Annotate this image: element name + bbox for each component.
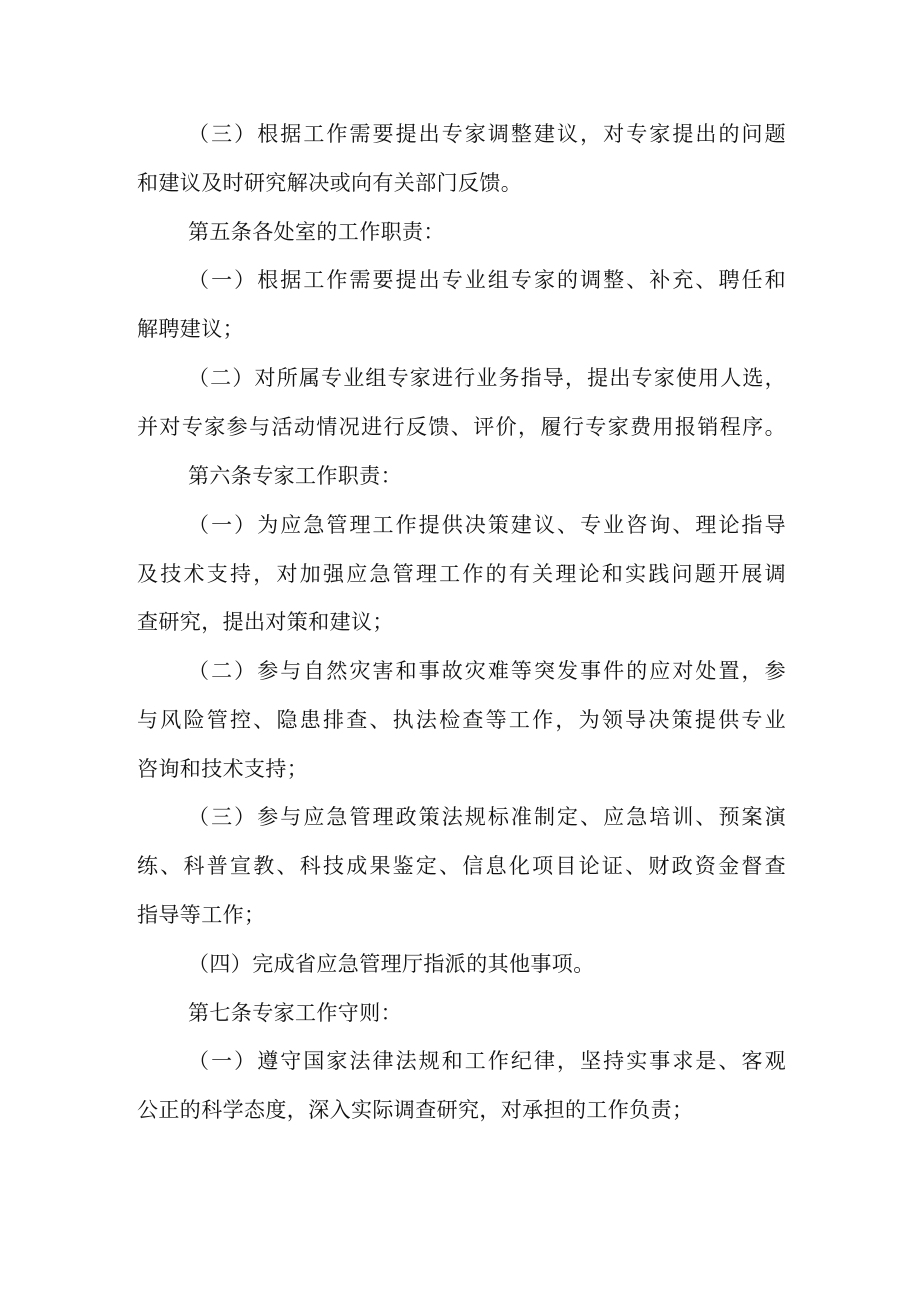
text-line: 及技术支持，对加强应急管理工作的有关理论和实践问题开展调 xyxy=(137,562,786,586)
text-line: 和建议及时研究解决或向有关部门反馈。 xyxy=(137,171,523,195)
section-heading: 第六条专家工作职责： xyxy=(188,464,402,488)
text-line: 咨询和技术支持； xyxy=(137,757,309,781)
text-line: （三）根据工作需要提出专家调整建议，对专家提出的问题 xyxy=(188,122,786,146)
text-line: （二）对所属专业组专家进行业务指导，提出专家使用人选， xyxy=(188,366,786,390)
text-line: 并对专家参与活动情况进行反馈、评价，履行专家费用报销程序。 xyxy=(137,415,786,439)
text-line: （四）完成省应急管理厅指派的其他事项。 xyxy=(188,952,595,976)
text-line: 公正的科学态度，深入实际调查研究，对承担的工作负责； xyxy=(137,1098,694,1122)
text-line: （一）为应急管理工作提供决策建议、专业咨询、理论指导 xyxy=(188,513,786,537)
text-line: （二）参与自然灾害和事故灾难等突发事件的应对处置，参 xyxy=(188,659,786,683)
section-heading: 第七条专家工作守则： xyxy=(188,1001,402,1025)
text-line: 与风险管控、隐患排查、执法检查等工作，为领导决策提供专业 xyxy=(137,708,786,732)
text-line: （三）参与应急管理政策法规标准制定、应急培训、预案演 xyxy=(188,805,786,829)
section-heading: 第五条各处室的工作职责： xyxy=(188,220,445,244)
text-line: 指导等工作； xyxy=(137,903,266,927)
text-line: （一）根据工作需要提出专业组专家的调整、补充、聘任和 xyxy=(188,268,786,292)
text-line: （一）遵守国家法律法规和工作纪律，坚持实事求是、客观 xyxy=(188,1049,786,1073)
text-line: 练、科普宣教、科技成果鉴定、信息化项目论证、财政资金督查 xyxy=(137,854,786,878)
text-line: 查研究，提出对策和建议； xyxy=(137,610,394,634)
text-line: 解聘建议； xyxy=(137,317,244,341)
